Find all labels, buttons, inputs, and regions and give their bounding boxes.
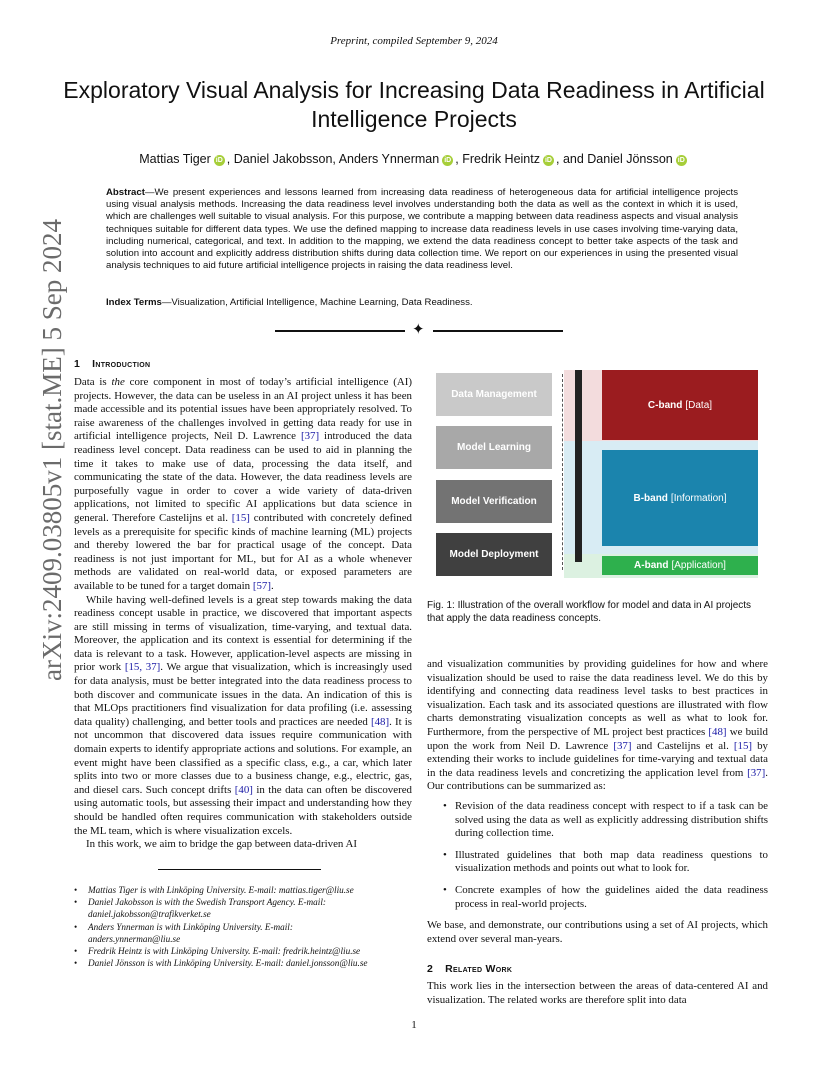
citation-link[interactable]: [37]	[747, 766, 766, 779]
author-list: Mattias Tiger iD , Daniel Jakobsson, Anders Ynnerman iD , Fredrik Heintz iD , and Daniel Jönsson iD	[139, 152, 685, 166]
orcid-icon[interactable]: iD	[215, 157, 223, 164]
stage-model-deployment: Model Deployment	[436, 533, 552, 576]
index-terms-label: Index Terms	[106, 297, 162, 308]
stage-model-verification: Model Verification	[436, 480, 552, 523]
contributions-list	[427, 800, 768, 911]
c-band-box: C-band [Data]	[602, 370, 758, 440]
intro-paragraph-2: While having well-defined levels is a great step towards making the data readiness concept usable in practice, we discovered that important aspects are still missing in terms of visualization, time-varying, and textual data. Moreover, the application and its context is essential for determining if the data is relevant to a task. However, application-level aspects are missing in prior work [15, 37]. We argue that visualization, which is increasingly used for data analysis, must be better integrated into the data readiness process to both discover and communicate issues in the data. An indication of this is that MLOps practitioners find visualization for data profiling (i.e. assessing data quality) challenging, and better tools and practices are needed [48]. It is not uncommon that discovered data issues require communication with domain experts to identify appropriate actions and solutions. For example, an event might have been classified as a specific class, e.g., a car, which later splits into two or more classes due to a business change, e.g., electric, gas, and diesel cars. Such concept drifts [40] in the data can often be discovered using automatic tools, but assessing their impact and understanding how they should be handled often requires communication with stakeholders outside the ML team, which is where visualization excels.	[74, 593, 413, 837]
footnote-rule	[158, 869, 321, 870]
list-item: • Illustrated guidelines that both map data readiness questions to visualization methods and points out what to look for.	[427, 849, 768, 876]
orcid-icon[interactable]: iD	[544, 157, 552, 164]
abstract-text: —We present experiences and lessons learned from increasing data readiness of heterogeneous data for artificial intelligence projects using visual analysis methods. Increasing the data readiness level involves understanding both the data as well as the context in which it is used, which are challenges well suitable to visual analysis. For this purpose, we contribute a mapping between data readiness aspects and visual analysis techniques suitable for different data types. We use the defined mapping to increase data readiness levels in use cases involving time-varying data, including numerical, categorical, and text. In addition to the mapping, we extend the data readiness concept to better take aspects of the task and solution into account and explicitly address distribution shifts during data collection time. We report on our experiences in using the presented visual analysis techniques to aid future artificial intelligence projects in raising the data readiness level.	[106, 187, 738, 272]
index-terms-text: —Visualization, Artificial Intelligence, Machine Learning, Data Readiness.	[161, 297, 473, 308]
citation-link[interactable]: [48]	[370, 715, 390, 728]
citation-link[interactable]: [40]	[234, 783, 253, 796]
section-title: Introduction	[92, 358, 151, 370]
section-heading-introduction	[74, 358, 150, 370]
list-item: • Revision of the data readiness concept with respect to if a task can be solved using the data as well as explicitly addressing distribution shifts during collection time.	[427, 800, 768, 841]
arxiv-sidebar-stamp[interactable]: arXiv:2409.03805v1 [stat.ME] 5 Sep 2024	[37, 219, 67, 681]
divider-line-left	[275, 330, 405, 332]
intro-paragraph-5: We base, and demonstrate, our contributions using a set of AI projects, which extend over several man-years.	[427, 919, 768, 945]
citation-link[interactable]: [37]	[613, 739, 632, 752]
b-band-box: B-band [Information]	[602, 450, 758, 546]
author-name: Fredrik Heintz	[462, 152, 540, 166]
citation-link[interactable]: [37]	[300, 430, 320, 443]
figure-workflow	[436, 370, 758, 578]
section-heading-related-work	[427, 963, 512, 975]
page-number: 1	[411, 1019, 417, 1031]
related-work-body	[427, 980, 768, 1007]
section-number: 1	[74, 358, 81, 370]
footnote-email[interactable]: daniel.jakobsson@trafikverket.se	[88, 909, 211, 920]
section-title: Related Work	[445, 963, 513, 975]
list-item: • Concrete examples of how the guidelines aided the data readiness process in real-world projects.	[427, 884, 768, 911]
paper-title: Exploratory Visual Analysis for Increasing Data Readiness in Artificial Intelligence Projects	[63, 77, 765, 132]
footnote-item: • Fredrik Heintz is with Linköping University. E-mail: fredrik.heintz@liu.se	[74, 945, 424, 957]
footnote-item: • Daniel Jakobsson is with the Swedish Transport Agency. E-mail:	[74, 896, 424, 908]
citation-link[interactable]: [57]	[252, 579, 271, 592]
footnote-item: • Mattias Tiger is with Linköping University. E-mail: mattias.tiger@liu.se	[74, 884, 424, 896]
footnote-item: • Anders Ynnerman is with Linköping University. E-mail:	[74, 921, 424, 933]
author-name: Mattias Tiger	[139, 152, 211, 166]
figure-caption: Fig. 1: Illustration of the overall workflow for model and data in AI projects that apply the data readiness concepts.	[427, 600, 752, 624]
citation-link[interactable]: [48]	[708, 725, 727, 738]
orcid-icon[interactable]: iD	[677, 157, 685, 164]
stage-model-learning: Model Learning	[436, 426, 552, 469]
intro-paragraph-3: In this work, we aim to bridge the gap between data-driven AI	[86, 838, 357, 851]
footnote-item: • Daniel Jönsson is with Linköping University. E-mail: daniel.jonsson@liu.se	[74, 957, 424, 969]
abstract-label: Abstract	[106, 187, 145, 198]
footnotes	[74, 884, 424, 969]
related-work-paragraph: This work lies in the intersection between the areas of data-centered AI and visualization. The related works are therefore split into data	[427, 980, 768, 1006]
right-column-body	[427, 658, 768, 946]
citation-link[interactable]: [15, 37]	[124, 661, 161, 674]
orcid-icon[interactable]: iD	[444, 157, 452, 164]
preprint-header: Preprint, compiled September 9, 2024	[330, 35, 498, 47]
author-name: and Daniel Jönsson	[562, 152, 673, 166]
a-band-box: A-band [Application]	[602, 556, 758, 575]
index-terms	[106, 297, 738, 308]
left-column-body	[74, 376, 412, 852]
intro-paragraph-4: and visualization communities by providing guidelines for how and where visualization should be used to raise the data readiness level. We do this by identifying and connecting data readiness level tasks to best practices in visualization. Each task and its associated questions are illustrated with flow charts demonstrating visualization concepts as well as what to look for. Furthermore, from the perspective of ML project best practices [48] we build upon the work from Neil D. Lawrence [37] and Castelijns et al. [15] by extending their works to include guidelines for time-varying and textual data in the data readiness levels and concretizing the application level from [37]. Our contributions can be summarized as:	[427, 658, 768, 793]
stage-data-management: Data Management	[436, 373, 552, 416]
intro-paragraph-1: Data is the core component in most of today’s artificial intelligence (AI) projects. However, the data can be useless in an AI project unless it has been made accessible and its potential issues have been appropriately resolved. To raise awareness of the challenges involved in getting data ready for use in artificial intelligence projects, Neil D. Lawrence [37] introduced the data readiness level concept. Data readiness can be used to aid in planning the time it takes to make use of data, processing the data itself, and communicating the state of the data. However, the data readiness levels are purposefully vague in order to cover a wide variety of data-driven applications, not limited to specific AI applications but data science in general. Therefore Castelijns et al. [15] contributed with concretely defined levels as a prerequisite for specific kinds of machine learning (ML) projects and thereby lowered the bar for practical usage of the concept. Data readiness is not just important for ML, but for AI as a whole whenever methods are validated on real-world data, or exposed parameters are available to be tuned for a target domain [57].	[74, 376, 413, 592]
footnote-email[interactable]: anders.ynnerman@liu.se	[88, 933, 181, 944]
section-number: 2	[427, 963, 434, 975]
citation-link[interactable]: [15]	[733, 739, 753, 752]
divider-star-icon: ✦	[412, 322, 425, 338]
workflow-arrow-overlay	[575, 370, 582, 562]
dashed-timeline	[562, 374, 563, 570]
abstract	[106, 187, 738, 272]
author-name: Daniel Jakobsson, Anders Ynnerman	[233, 152, 440, 166]
citation-link[interactable]: [15]	[231, 511, 250, 524]
divider-line-right	[433, 330, 563, 332]
